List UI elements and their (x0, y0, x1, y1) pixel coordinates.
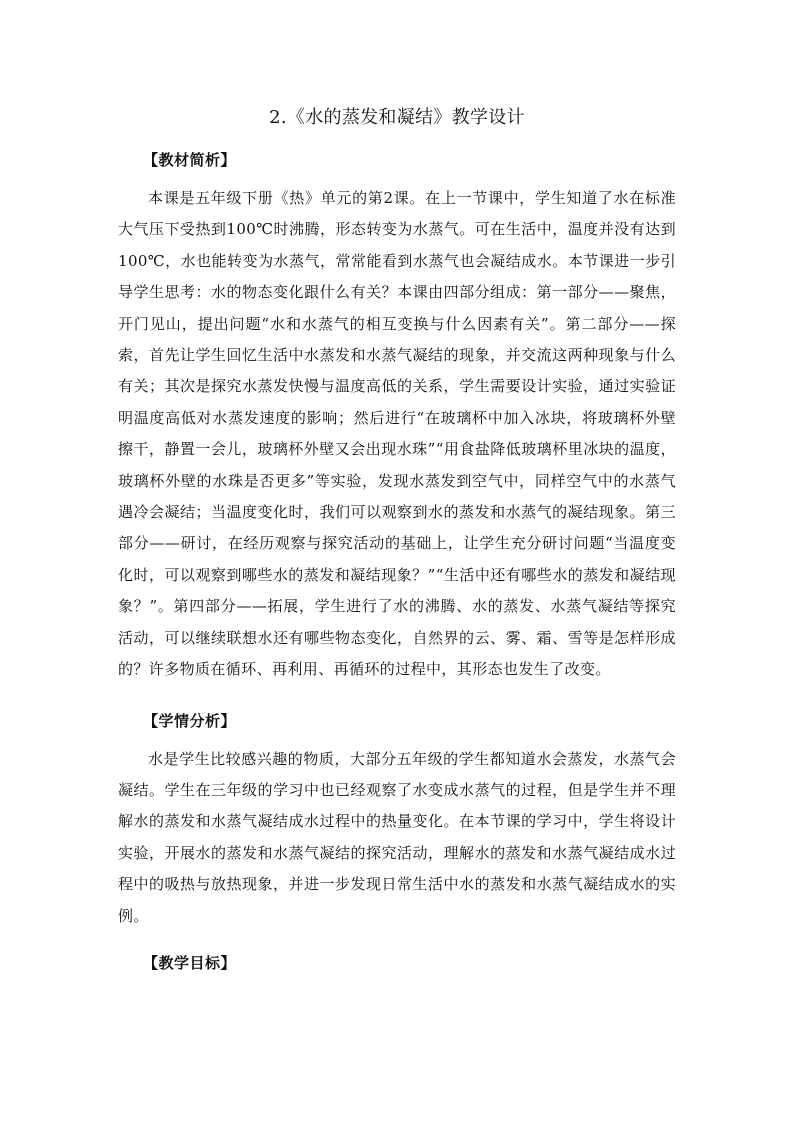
section-paragraph: 水是学生比较感兴趣的物质，大部分五年级的学生都知道水会蒸发，水蒸气会凝结。学生在三年级的学习中也已经观察了水变成水蒸气的过程，但是学生并不理解水的蒸发和水蒸气凝结成水过程中的热量变化。在本节课的学习中，学生将设计实验，开展水的蒸发和水蒸气凝结的探究活动，理解水的蒸发和水蒸气凝结成水过程中的吸热与放热现象，并进一步发现日常生活中水的蒸发和水蒸气凝结成水的实例。 (118, 749, 676, 925)
section-paragraph: 本课是五年级下册《热》单元的第2课。在上一节课中，学生知道了水在标准大气压下受热到100℃时沸腾，形态转变为水蒸气。可在生活中，温度并没有达到 100℃，水也能转变为水蒸气，常常能看到水蒸气也会凝结成水。本节课进一步引导学生思考：水的物态变化跟什么有关？本课由四部分组成：第一部分——聚焦，开门见山，提出问题“水和水蒸气的相互变换与什么因素有关”。第二部分——探索，首先让学生回忆生活中水蒸发和水蒸气凝结的现象，并交流这两种现象与什么有关；其次是探究水蒸发快慢与温度高低的关系，学生需要设计实验，通过实验证明温度高低对水蒸发速度的影响；然后进行“在玻璃杯中加入冰块，将玻璃杯外壁擦干，静置一会儿，玻璃杯外壁又会出现水珠”“用食盐降低玻璃杯里冰块的温度，玻璃杯外壁的水珠是否更多”等实验，发现水蒸发到空气中，同样空气中的水蒸气遇冷会凝结；当温度变化时，我们可以观察到水的蒸发和水蒸气的凝结现象。第三部分——研讨，在经历观察与探究活动的基础上，让学生充分研讨问题“当温度变化时，可以观察到哪些水的蒸发和凝结现象？”“生活中还有哪些水的蒸发和凝结现象？”。第四部分——拓展，学生进行了水的沸腾、水的蒸发、水蒸气凝结等探究活动，可以继续联想水还有哪些物态变化，自然界的云、雾、霜、雪等是怎样形成的？许多物质在循环、再利用、再循环的过程中，其形态也发生了改变。 (118, 189, 676, 679)
section-heading: 【教学目标】 (143, 953, 237, 972)
document-title: 2.《水的蒸发和凝结》教学设计 (269, 107, 525, 128)
section-heading: 【学情分析】 (143, 711, 237, 730)
section-teaching-goals (118, 948, 676, 978)
section-textbook-analysis (118, 145, 676, 686)
section-heading: 【教材简析】 (143, 151, 237, 169)
section-student-analysis (118, 706, 676, 932)
document-page (118, 100, 676, 986)
